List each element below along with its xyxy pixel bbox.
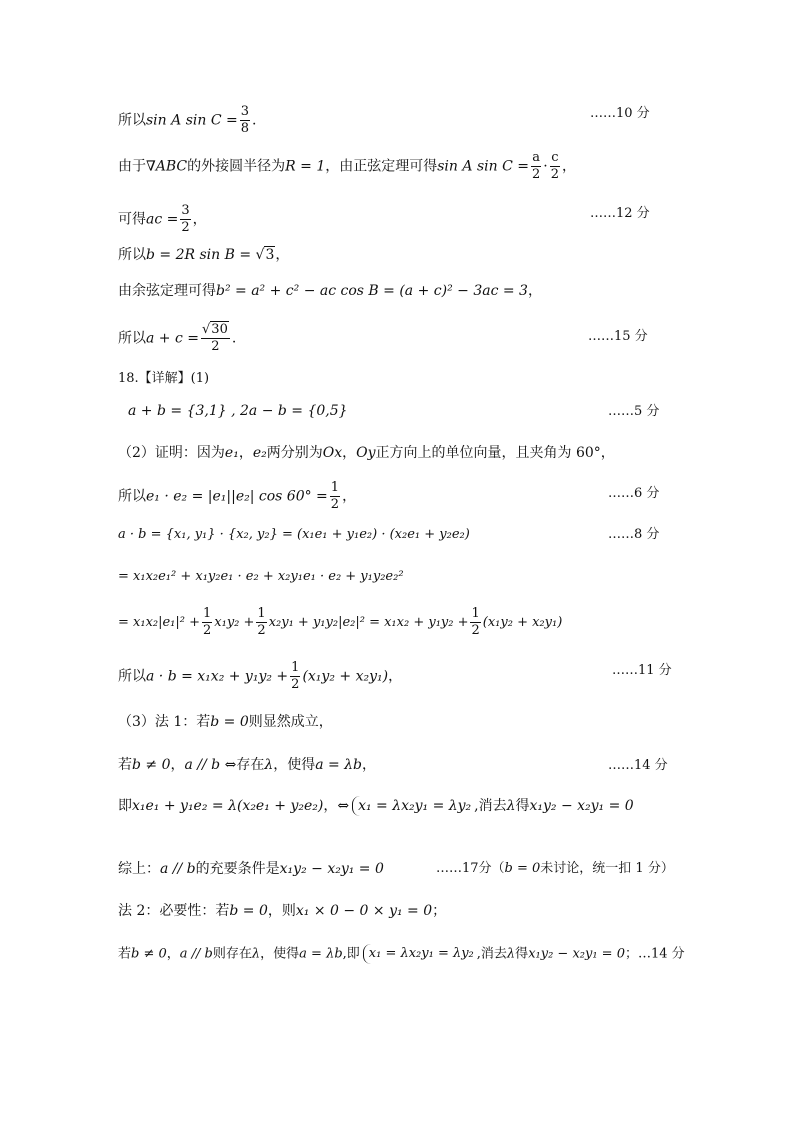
numerator: 3 [181, 203, 190, 218]
text: ， [342, 488, 357, 505]
score-14: ……14 分 [608, 758, 668, 773]
text: （3）法 1：若 [118, 714, 211, 730]
math: b = 0 [504, 861, 541, 876]
text: ,消去 [476, 946, 507, 962]
text: 两分别为 [266, 445, 323, 461]
math: x₁e₁ + y₁e₂ = λ(x₂e₁ + y₂e₂) [132, 798, 324, 814]
text: ， [362, 757, 377, 773]
text: . [231, 330, 237, 347]
score-15: ……15 分 [588, 329, 648, 344]
numerator: 1 [257, 606, 266, 621]
score-17-note [436, 860, 674, 878]
line-nonzero-case [118, 756, 376, 774]
numerator: 1 [330, 480, 340, 495]
text: ，则 [267, 903, 296, 919]
math: ac = [146, 211, 179, 228]
denominator: 2 [531, 167, 541, 182]
text: ， [275, 247, 290, 263]
denominator: 2 [330, 497, 340, 512]
equation: x₁ = λx₂ [358, 798, 415, 814]
math: λ [506, 946, 516, 962]
text: 若 [118, 946, 132, 962]
score-8: ……8 分 [608, 527, 660, 542]
text: ；…14 分 [624, 946, 685, 962]
line-proof-intro [118, 444, 615, 462]
math: ∇ABC [146, 158, 188, 175]
line-expand-1 [118, 526, 470, 544]
math: x₁ × 0 − 0 × y₁ = 0 [295, 903, 433, 919]
denominator: 2 [203, 623, 212, 638]
text: ，使得 [260, 946, 300, 962]
text: ,消去 [474, 798, 507, 814]
math: λ [264, 757, 274, 773]
score-12: ……12 分 [590, 206, 650, 221]
text: （2）证明：因为 [118, 445, 225, 461]
denominator: 2 [471, 623, 480, 638]
score-5: ……5 分 [608, 404, 660, 419]
math: e₂ [252, 445, 267, 461]
numerator: √30 [202, 322, 228, 337]
text: 则存在 [212, 946, 252, 962]
text: 得 [515, 946, 529, 962]
sqrt: 30 [211, 322, 228, 337]
text: 综上： [118, 861, 160, 877]
math: Oy [356, 445, 376, 461]
math: x₂y₁ + y₁y₂|e₂|² = x₁x₂ + y₁y₂ + [268, 615, 469, 630]
text: 所以 [118, 668, 146, 685]
text: ，使得 [273, 757, 316, 773]
text: 所以 [118, 112, 146, 129]
text: 所以 [118, 247, 146, 263]
denominator: 2 [211, 339, 220, 354]
math: x₁y₂ − x₂y₁ = 0 [279, 861, 384, 877]
math: e₁ · e₂ = |e₁||e₂| cos 60° = [146, 488, 328, 505]
numerator: 1 [203, 606, 212, 621]
fraction [201, 322, 230, 355]
math: (x₁y₂ + x₂y₁) [302, 668, 389, 685]
denominator: 2 [257, 623, 266, 638]
text: 的外接圆半径为 [187, 158, 286, 175]
equation: y₁ = λy₂ [414, 798, 472, 814]
line-dot-product-e [118, 480, 356, 513]
math: x₁y₂ − x₂y₁ = 0 [529, 798, 634, 814]
text: ，由正弦定理可得 [325, 158, 438, 175]
math: λ [251, 946, 261, 962]
section-heading-18: 18.【详解】(1) [118, 371, 210, 386]
text: 由于 [118, 158, 146, 175]
denominator: 2 [550, 167, 559, 182]
denominator: 2 [291, 677, 300, 692]
math: sin A sin C = [437, 158, 529, 175]
text: 可得 [118, 211, 146, 228]
text: ， [166, 946, 180, 962]
math: sin A sin C = [146, 112, 238, 129]
math: = x₁x₂e₁² + x₁y₂e₁ · e₂ + x₂y₁e₁ · e₂ + y₁y₂e₂² [118, 569, 404, 584]
math: b ≠ 0 [131, 946, 167, 962]
math: a // b ⇔ [184, 757, 237, 773]
math: x₁y₂ + [214, 615, 255, 630]
score-6: ……6 分 [608, 486, 660, 501]
math: a + c = [146, 330, 199, 347]
equation: x₁ = λx₂ [368, 946, 422, 961]
math: a = λb [315, 757, 363, 773]
math: e₁ [224, 445, 239, 461]
math: b = 2R sin B = [146, 247, 252, 263]
text: ， [238, 445, 253, 461]
text: 由余弦定理可得 [118, 283, 216, 299]
numerator: a [532, 150, 540, 165]
text: . [252, 112, 257, 129]
text: 所以 [118, 488, 146, 505]
text: 存在 [236, 757, 265, 773]
text: 得 [515, 798, 530, 814]
text: ……17分（ [436, 861, 505, 876]
text: ， [527, 283, 542, 299]
text: 则显然成立， [248, 714, 333, 730]
fraction [550, 150, 560, 183]
text: 法 2：必要性：若 [118, 903, 230, 919]
denominator: 2 [181, 220, 190, 235]
line-b: 所以b = 2R sin B = √3， [118, 247, 290, 263]
text: ， [170, 757, 185, 773]
text: ,即 [342, 946, 360, 962]
line-a-plus-c [118, 322, 236, 355]
text: ，⇔ [323, 798, 350, 814]
sqrt: 3 [265, 247, 275, 263]
line-method-1 [118, 713, 333, 731]
line-conclusion-2 [118, 660, 402, 693]
math: a // b [179, 946, 213, 962]
equation-system [352, 796, 471, 816]
fraction [531, 150, 541, 183]
fraction [180, 203, 190, 236]
fraction [256, 606, 266, 639]
line-cosine-rule [118, 282, 542, 300]
score-10: ……10 分 [590, 106, 650, 121]
math: a = λb [299, 946, 343, 962]
numerator: 1 [291, 660, 300, 675]
text: ； [432, 903, 447, 919]
text: 未讨论，统一扣 1 分） [540, 861, 674, 876]
denominator: 8 [240, 121, 249, 136]
equation-system [363, 944, 474, 964]
text: ， [388, 668, 403, 685]
line-ac [118, 203, 207, 236]
text: ， [192, 211, 207, 228]
fraction [330, 480, 340, 513]
math: (x₁y₂ + x₂y₁) [482, 615, 563, 630]
math: R = 1 [285, 158, 326, 175]
line-method-2 [118, 902, 446, 920]
score-11: ……11 分 [612, 663, 672, 678]
text: 所以 [118, 330, 146, 347]
math: a // b [160, 861, 196, 877]
text: ， [342, 445, 357, 461]
math: b = 0 [229, 903, 268, 919]
fraction [202, 606, 212, 639]
math: Ox [322, 445, 343, 461]
equation: y₁ = λy₂ [421, 946, 474, 961]
text: 正方向上的单位向量，且夹角为 60°， [375, 445, 615, 461]
numerator: 1 [471, 606, 480, 621]
math: b = 0 [210, 714, 249, 730]
text: 即 [118, 798, 132, 814]
math: b ≠ 0 [132, 757, 171, 773]
math: a · b = x₁x₂ + y₁y₂ + [146, 668, 289, 685]
line-sin-product [118, 104, 256, 137]
math: λ [506, 798, 516, 814]
line-expand-2 [118, 568, 404, 586]
line-sine-rule: 由于∇ABC的外接圆半径为R = 1，由正弦定理可得sin A sin C = $\frac{a}{2}$ · $\frac{c}{2}$ ， [118, 150, 576, 182]
numerator: c [551, 150, 559, 165]
math: x₁y₂ − x₂y₁ = 0 [528, 946, 625, 962]
line-expand-3 [118, 606, 562, 639]
line-equivalence [118, 796, 634, 816]
line-vector-values [128, 402, 348, 420]
text: ， [561, 158, 576, 175]
math: a · b = {x₁, y₁} · {x₂, y₂} = (x₁e₁ + y₁e₂) · (x₂e₁ + y₂e₂) [118, 527, 470, 542]
line-summary [118, 860, 384, 878]
math: a + b = {3,1} , 2a − b = {0,5} [128, 403, 348, 419]
text: 若 [118, 757, 132, 773]
text: 的充要条件是 [195, 861, 280, 877]
math: b² = a² + c² − ac cos B = (a + c)² − 3ac = 3 [216, 283, 528, 299]
math: = x₁x₂|e₁|² + [118, 615, 201, 630]
line-method-2-nonzero [118, 944, 685, 964]
numerator: 3 [240, 104, 249, 119]
fraction [240, 104, 250, 137]
fraction [290, 660, 300, 693]
fraction [470, 606, 480, 639]
